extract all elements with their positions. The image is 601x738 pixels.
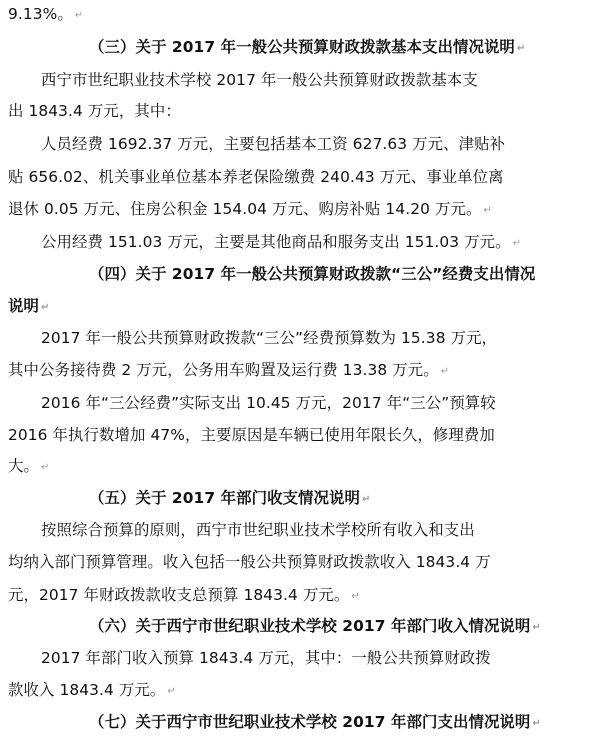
paragraph-mark-icon: ↵ — [351, 591, 360, 602]
text-line — [8, 422, 495, 448]
line-text: 退休 0.05 万元、住房公积金 154.04 万元、购房补贴 14.20 万元。 — [8, 200, 482, 218]
text-line — [8, 164, 504, 190]
line-text: 人员经费 1692.37 万元，主要包括基本工资 627.63 万元、津贴补 — [41, 135, 506, 153]
text-line — [8, 357, 449, 383]
paragraph-mark-icon: ↵ — [40, 462, 50, 473]
heading-text: （五）关于 2017 年部门收支情况说明 — [89, 489, 361, 507]
paragraph-mark-icon: ↵ — [167, 686, 176, 697]
paragraph-mark-icon: ↵ — [512, 238, 522, 249]
section-heading-4 — [89, 261, 535, 287]
text-line — [8, 549, 491, 575]
line-text: 西宁市世纪职业技术学校 2017 年一般公共预算财政拨款基本支 — [41, 71, 478, 89]
paragraph-mark-icon: ↵ — [362, 494, 371, 505]
text-line — [8, 677, 176, 703]
text-line — [41, 325, 497, 351]
line-text: 2017 年部门收入预算 1843.4 万元，其中：一般公共预算财政拨 — [41, 649, 491, 667]
heading-text: （四）关于 2017 年一般公共预算财政拨款“三公”经费支出情况 — [89, 265, 536, 283]
line-text: 贴 656.02、机关事业单位基本养老保险缴费 240.43 万元、事业单位离 — [8, 168, 504, 186]
line-text: 款收入 1843.4 万元。 — [8, 681, 166, 699]
section-heading-6 — [89, 613, 541, 639]
text-line — [41, 390, 496, 416]
line-text: 均纳入部门预算管理。收入包括一般公共预算财政拨款收入 1843.4 万 — [8, 553, 491, 571]
heading-text: （六）关于西宁市世纪职业技术学校 2017 年部门收入情况说明 — [89, 617, 531, 635]
line-text: 2016 年“三公经费”实际支出 10.45 万元，2017 年“三公”预算较 — [41, 394, 496, 412]
line-text: 2017 年一般公共预算财政拨款“三公”经费预算数为 15.38 万元， — [41, 329, 498, 347]
line-text: 2016 年执行数增加 47%，主要原因是车辆已使用年限长久，修理费加 — [8, 426, 495, 444]
text-line — [8, 582, 360, 608]
paragraph-mark-icon: ↵ — [440, 366, 450, 377]
paragraph-mark-icon: ↵ — [40, 302, 50, 313]
line-text: 其中公务接待费 2 万元，公务用车购置及运行费 13.38 万元。 — [8, 361, 439, 379]
text-line — [8, 1, 83, 27]
text-line — [41, 229, 521, 255]
text-line — [41, 131, 505, 157]
text-line — [8, 453, 49, 479]
paragraph-mark-icon: ↵ — [516, 43, 526, 54]
section-heading-4-continued — [8, 293, 49, 319]
section-heading-3 — [89, 34, 525, 60]
text-line — [8, 196, 492, 222]
paragraph-mark-icon: ↵ — [532, 718, 541, 729]
section-heading-7 — [89, 709, 541, 735]
heading-text: （三）关于 2017 年一般公共预算财政拨款基本支出情况说明 — [89, 38, 515, 56]
paragraph-mark-icon: ↵ — [74, 10, 84, 21]
paragraph-mark-icon: ↵ — [532, 622, 541, 633]
text-line — [41, 67, 478, 93]
line-text: 9.13%。 — [8, 5, 73, 23]
heading-text: 说明 — [8, 297, 39, 315]
section-heading-5 — [89, 485, 371, 511]
line-text: 大。 — [8, 457, 39, 475]
text-line — [8, 98, 181, 124]
heading-text: （七）关于西宁市世纪职业技术学校 2017 年部门支出情况说明 — [89, 713, 531, 731]
text-line — [41, 645, 491, 671]
line-text: 按照综合预算的原则，西宁市世纪职业技术学校所有收入和支出 — [41, 521, 475, 539]
line-text: 元，2017 年财政拨款收支总预算 1843.4 万元。 — [8, 586, 350, 604]
paragraph-mark-icon: ↵ — [483, 205, 492, 216]
text-line — [41, 517, 475, 543]
line-text: 出 1843.4 万元，其中： — [8, 102, 181, 120]
line-text: 公用经费 151.03 万元，主要是其他商品和服务支出 151.03 万元。 — [41, 233, 511, 251]
